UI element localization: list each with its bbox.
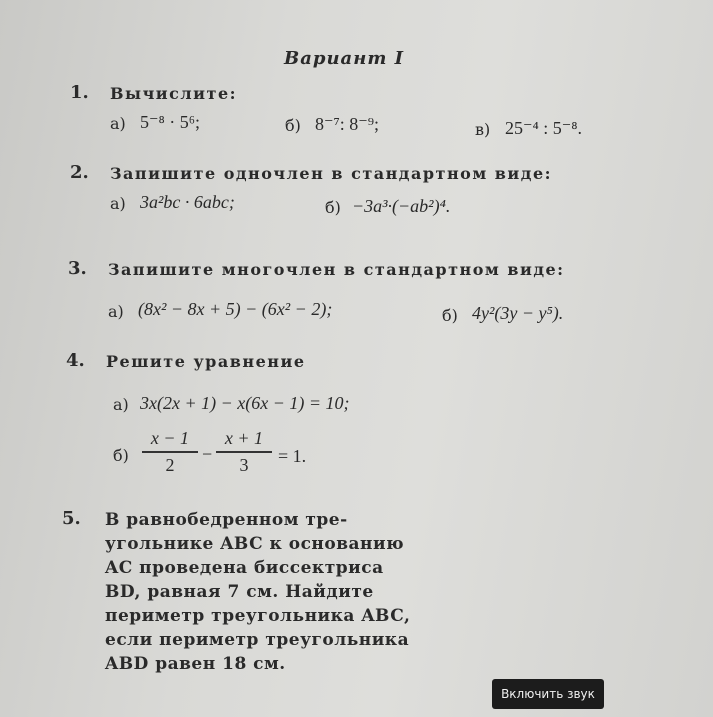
task-5-line: В равнобедренном тре- [105,510,348,530]
task-2a-expr: 3a²bc · 6abc; [140,192,235,212]
task-2-number: 2. [70,162,89,183]
task-4b-label: б) [113,446,129,465]
task-3a-label: а) [108,302,124,321]
task-4b-fraction-1-denominator: 2 [165,454,175,475]
task-3-number: 3. [68,258,87,279]
task-5-line: BD, равная 7 см. Найдите [105,582,374,602]
task-4b-tail: = 1. [278,446,307,466]
task-4-heading: Решите уравнение [106,352,306,371]
task-4b-fraction-1-numerator: x − 1 [150,428,190,448]
task-5-line: периметр треугольника ABC, [105,606,411,626]
task-2b-label: б) [325,198,341,217]
task-1a-label: а) [110,114,126,133]
fraction-bar [142,451,198,453]
task-3a-expr: (8x² − 8x + 5) − (6x² − 2); [138,299,333,319]
task-5-line: AC проведена биссектриса [105,558,384,578]
task-5-line: угольнике ABC к основанию [105,534,405,554]
enable-sound-button[interactable]: Включить звук [492,679,604,709]
task-4a-expr: 3x(2x + 1) − x(6x − 1) = 10; [140,393,350,413]
task-3b-expr: 4y²(3y − y⁵). [472,303,564,323]
task-5-text [105,508,435,676]
task-4-number: 4. [66,350,85,371]
variant-title: Вариант I [284,48,405,69]
task-4b-fraction-2-numerator: x + 1 [224,428,264,448]
task-5-line: ABD равен 18 см. [105,654,286,674]
task-1c-expr: 25⁻⁴ : 5⁻⁸. [505,118,583,138]
task-4b-minus: − [202,444,213,464]
task-1-heading: Вычислите: [110,84,238,103]
task-3b-label: б) [442,306,458,325]
task-2-heading: Запишите одночлен в стандартном виде: [110,164,553,183]
task-1b-expr: 8⁻⁷: 8⁻⁹; [315,114,380,134]
task-4b-fraction-2 [216,428,272,476]
task-4a-label: а) [113,395,129,414]
task-4b-fraction-1 [142,428,198,476]
task-1a-expr: 5⁻⁸ · 5⁶; [140,112,201,132]
task-4b-fraction-2-denominator: 3 [239,454,249,475]
task-2a-label: а) [110,194,126,213]
task-5-number: 5. [62,508,81,529]
fraction-bar [216,451,272,453]
task-1-number: 1. [70,82,89,103]
task-5-line: если периметр треугольника [105,630,410,650]
task-3-heading: Запишите многочлен в стандартном виде: [108,260,565,279]
task-2b-expr: −3a³·(−ab²)⁴. [352,196,451,216]
task-1b-label: б) [285,116,301,135]
task-1c-label: в) [475,120,491,139]
